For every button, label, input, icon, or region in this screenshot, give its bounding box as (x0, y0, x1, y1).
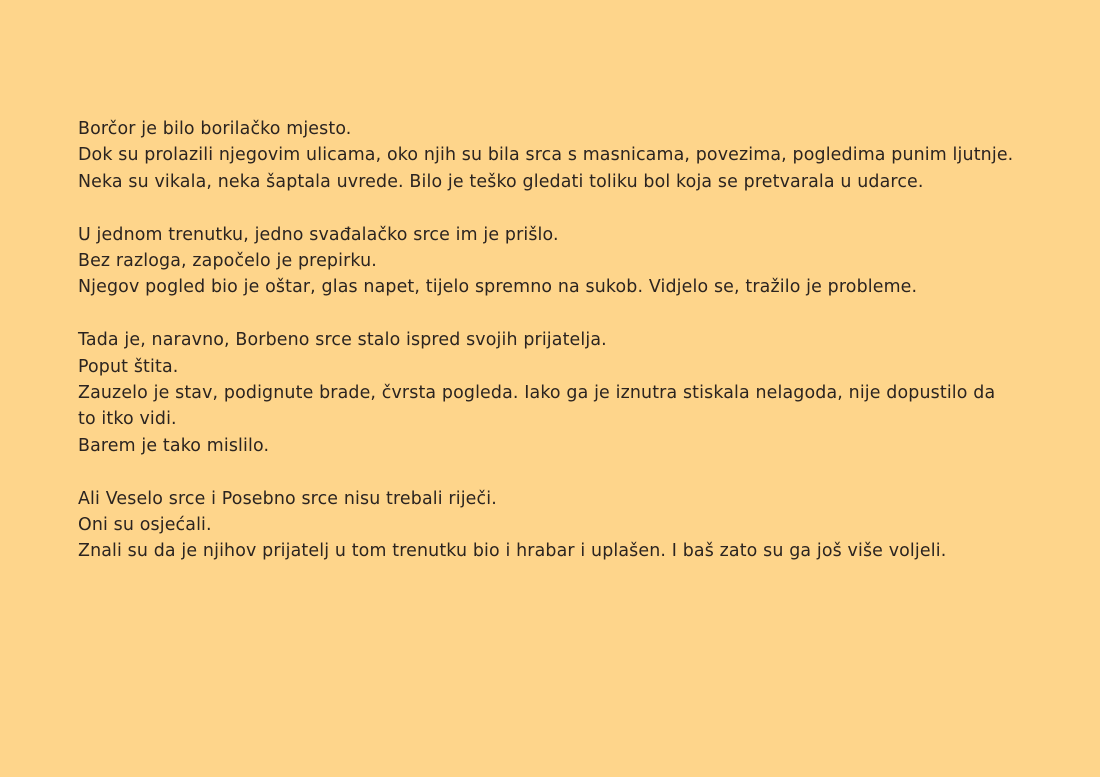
text-line: Bez razloga, započelo je prepirku. (78, 251, 377, 272)
paragraph-3 (78, 327, 1018, 459)
text-line: Poput štita. (78, 356, 179, 377)
text-line: U jednom trenutku, jedno svađalačko srce im je prišlo. (78, 224, 559, 245)
paragraph-4 (78, 486, 1018, 565)
text-line: Tada je, naravno, Borbeno srce stalo ispred svojih prijatelja. (78, 330, 607, 351)
text-line: Znali su da je njihov prijatelj u tom trenutku bio i hrabar i uplašen. I baš zato su ga još više voljeli. (78, 541, 947, 562)
text-line: Oni su osjećali. (78, 515, 212, 536)
paragraph-2 (78, 222, 1018, 301)
text-line: Zauzelo je stav, podignute brade, čvrsta pogleda. Iako ga je iznutra stiskala nelagoda, nije dopustilo da to itko vidi. (78, 383, 996, 430)
text-line: Barem je tako mislilo. (78, 435, 270, 456)
paragraph-1 (78, 116, 1018, 195)
text-line: Borčor je bilo borilačko mjesto. (78, 119, 352, 139)
text-line: Njegov pogled bio je oštar, glas napet, tijelo spremno na sukob. Vidjelo se, tražilo je probleme. (78, 277, 918, 298)
text-line: Ali Veselo srce i Posebno srce nisu trebali riječi. (78, 488, 497, 509)
text-line: Dok su prolazili njegovim ulicama, oko njih su bila srca s masnicama, povezima, pogledima punim ljutnje. Neka su vikala, neka šaptala uvrede. Bilo je teško gledati toliku bol koja se pretvarala u udarce. (78, 145, 1014, 192)
story-text (78, 116, 1018, 565)
